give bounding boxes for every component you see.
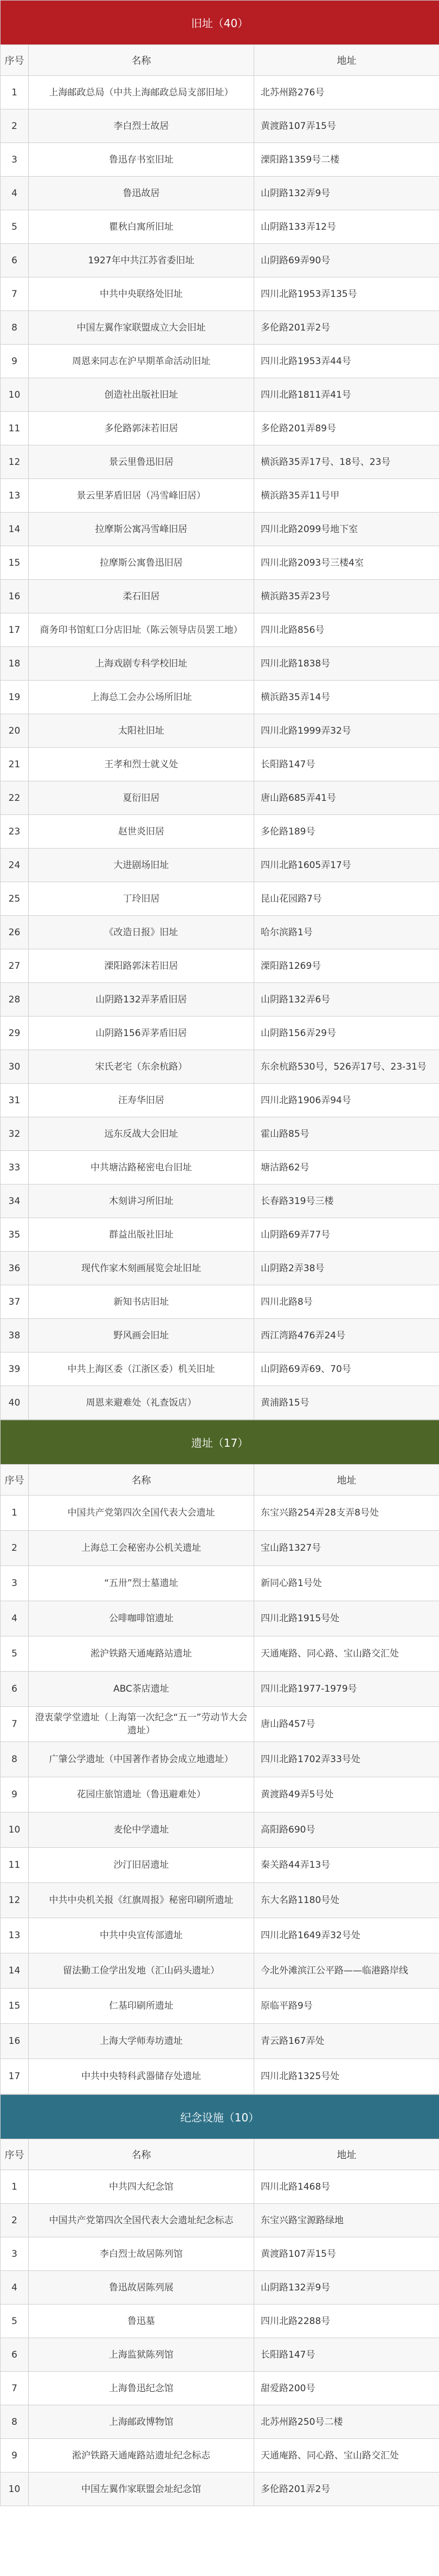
row-address: 山阴路69弄90号 <box>254 244 439 277</box>
column-header-name: 名称 <box>29 2139 254 2170</box>
row-number: 35 <box>1 1218 29 1252</box>
row-address: 四川北路1953弄135号 <box>254 277 439 311</box>
row-name: 宋氏老宅（东余杭路） <box>29 1050 254 1084</box>
row-number: 2 <box>1 109 29 143</box>
row-number: 26 <box>1 916 29 949</box>
row-name: 新知书店旧址 <box>29 1285 254 1319</box>
row-name: 汪寿华旧居 <box>29 1084 254 1117</box>
row-name: 上海鲁迅纪念馆 <box>29 2372 254 2405</box>
row-name: 商务印书馆虹口分店旧址（陈云领导店员罢工地） <box>29 613 254 647</box>
row-address: 山阴路69弄77号 <box>254 1218 439 1252</box>
row-address: 溧阳路1269号 <box>254 949 439 983</box>
row-address: 秦关路44弄13号 <box>254 1848 439 1883</box>
table-row <box>1 109 439 143</box>
row-number: 14 <box>1 1953 29 1989</box>
table-row <box>1 378 439 412</box>
row-name: 创造社出版社旧址 <box>29 378 254 412</box>
row-name: 中国左翼作家联盟成立大会旧址 <box>29 311 254 345</box>
row-address: 山阴路156弄29号 <box>254 1017 439 1050</box>
table-row <box>1 781 439 815</box>
row-name: 鲁迅故居陈列展 <box>29 2271 254 2305</box>
row-number: 11 <box>1 412 29 445</box>
table-row <box>1 244 439 277</box>
row-number: 3 <box>1 2237 29 2271</box>
row-address: 四川北路1605弄17号 <box>254 849 439 882</box>
row-name: 夏衍旧居 <box>29 781 254 815</box>
section-title-old-sites: 旧址（40） <box>1 1 439 45</box>
row-number: 10 <box>1 378 29 412</box>
table-row <box>1 2405 439 2439</box>
row-number: 8 <box>1 1742 29 1777</box>
row-address: 高阳路690号 <box>254 1813 439 1848</box>
row-name: 上海总工会秘密办公机关遗址 <box>29 1531 254 1566</box>
row-name: 上海邮政博物馆 <box>29 2405 254 2439</box>
row-number: 38 <box>1 1319 29 1352</box>
row-number: 40 <box>1 1386 29 1420</box>
table-row <box>1 143 439 177</box>
row-name: 鲁迅存书室旧址 <box>29 143 254 177</box>
row-address: 东大名路1180号处 <box>254 1883 439 1918</box>
row-name: 现代作家木刻画展览会址旧址 <box>29 1252 254 1285</box>
row-number: 27 <box>1 949 29 983</box>
table-row <box>1 1918 439 1953</box>
table-row <box>1 412 439 445</box>
row-number: 3 <box>1 143 29 177</box>
row-number: 8 <box>1 311 29 345</box>
column-header-address: 地址 <box>254 1465 439 1496</box>
table-row <box>1 613 439 647</box>
row-number: 16 <box>1 2024 29 2059</box>
row-name: 沙汀旧居遗址 <box>29 1848 254 1883</box>
row-number: 22 <box>1 781 29 815</box>
table-row <box>1 916 439 949</box>
table-row <box>1 1813 439 1848</box>
row-number: 6 <box>1 1672 29 1707</box>
row-name: 花园庄旅馆遗址（鲁迅避难处） <box>29 1777 254 1813</box>
row-number: 9 <box>1 2439 29 2473</box>
row-name: 野风画会旧址 <box>29 1319 254 1352</box>
row-number: 2 <box>1 2204 29 2237</box>
table-row <box>1 2170 439 2204</box>
row-name: 周恩来避难处（礼查饭店） <box>29 1386 254 1420</box>
row-address: 宝山路1327号 <box>254 1531 439 1566</box>
row-number: 37 <box>1 1285 29 1319</box>
row-number: 39 <box>1 1352 29 1386</box>
row-name: 太阳社旧址 <box>29 714 254 748</box>
table-row <box>1 983 439 1017</box>
table-row <box>1 277 439 311</box>
row-number: 12 <box>1 445 29 479</box>
row-address: 东余杭路530号，526弄17号、23-31号 <box>254 1050 439 1084</box>
row-name: 中共上海区委（江浙区委）机关旧址 <box>29 1352 254 1386</box>
row-name: 麦伦中学遗址 <box>29 1813 254 1848</box>
row-number: 12 <box>1 1883 29 1918</box>
row-name: “五卅”烈士墓遗址 <box>29 1566 254 1601</box>
row-address: 山阴路69弄69、70号 <box>254 1352 439 1386</box>
memorials-table <box>0 2094 439 2506</box>
row-name: 赵世炎旧居 <box>29 815 254 849</box>
row-name: 广肇公学遗址（中国著作者协会成立地遗址） <box>29 1742 254 1777</box>
table-row <box>1 1989 439 2024</box>
row-number: 34 <box>1 1185 29 1218</box>
row-address: 四川北路1999弄32号 <box>254 714 439 748</box>
table-row <box>1 714 439 748</box>
row-address: 唐山路685弄41号 <box>254 781 439 815</box>
row-address: 新同心路1号处 <box>254 1566 439 1601</box>
table-row <box>1 1218 439 1252</box>
row-address: 四川北路1915号处 <box>254 1601 439 1636</box>
row-address: 四川北路1906弄94号 <box>254 1084 439 1117</box>
row-address: 北苏州路250号二楼 <box>254 2405 439 2439</box>
row-address: 天通庵路、同心路、宝山路交汇处 <box>254 1636 439 1672</box>
row-address: 天通庵路、同心路、宝山路交汇处 <box>254 2439 439 2473</box>
row-name: 仁基印刷所遗址 <box>29 1989 254 2024</box>
table-row <box>1 546 439 580</box>
row-address: 横浜路35弄14号 <box>254 681 439 714</box>
row-address: 黄渡路49弄5号处 <box>254 1777 439 1813</box>
row-number: 4 <box>1 1601 29 1636</box>
row-address: 甜爱路200号 <box>254 2372 439 2405</box>
row-address: 横浜路35弄11号甲 <box>254 479 439 513</box>
row-name: 中国共产党第四次全国代表大会遗址纪念标志 <box>29 2204 254 2237</box>
row-number: 17 <box>1 613 29 647</box>
column-header-address: 地址 <box>254 45 439 76</box>
row-number: 3 <box>1 1566 29 1601</box>
row-number: 8 <box>1 2405 29 2439</box>
row-number: 15 <box>1 1989 29 2024</box>
column-header-address: 地址 <box>254 2139 439 2170</box>
row-name: 溧阳路郭沫若旧居 <box>29 949 254 983</box>
table-row <box>1 949 439 983</box>
table-row <box>1 748 439 781</box>
row-number: 2 <box>1 1531 29 1566</box>
row-number: 6 <box>1 244 29 277</box>
row-address: 山阴路2弄38号 <box>254 1252 439 1285</box>
row-number: 13 <box>1 1918 29 1953</box>
row-name: 中共中央特科武器储存处遗址 <box>29 2059 254 2094</box>
row-name: 丁玲旧居 <box>29 882 254 916</box>
row-address: 昆山花园路7号 <box>254 882 439 916</box>
table-row <box>1 1777 439 1813</box>
table-row <box>1 1672 439 1707</box>
row-name: 淞沪铁路天通庵路站遗址纪念标志 <box>29 2439 254 2473</box>
row-address: 青云路167弄处 <box>254 2024 439 2059</box>
table-row <box>1 1185 439 1218</box>
row-name: 群益出版社旧址 <box>29 1218 254 1252</box>
row-number: 13 <box>1 479 29 513</box>
table-row <box>1 2338 439 2372</box>
row-number: 25 <box>1 882 29 916</box>
row-name: 大进剧场旧址 <box>29 849 254 882</box>
row-name: ABC茶店遗址 <box>29 1672 254 1707</box>
row-number: 4 <box>1 2271 29 2305</box>
row-name: 王孝和烈士就义处 <box>29 748 254 781</box>
row-name: 上海戏剧专科学校旧址 <box>29 647 254 681</box>
row-address: 横浜路35弄17号、18号、23号 <box>254 445 439 479</box>
row-address: 四川北路1953弄44号 <box>254 345 439 378</box>
row-number: 31 <box>1 1084 29 1117</box>
row-number: 32 <box>1 1117 29 1151</box>
table-row <box>1 1319 439 1352</box>
row-number: 1 <box>1 76 29 109</box>
row-name: 上海邮政总局（中共上海邮政总局支部旧址） <box>29 76 254 109</box>
row-address: 山阴路132弄6号 <box>254 983 439 1017</box>
row-name: 拉摩斯公寓冯雪峰旧居 <box>29 513 254 546</box>
row-number: 4 <box>1 177 29 210</box>
row-name: 1927年中共江苏省委旧址 <box>29 244 254 277</box>
table-row <box>1 1151 439 1185</box>
row-address: 四川北路2093号三楼4室 <box>254 546 439 580</box>
table-row <box>1 2439 439 2473</box>
row-address: 多伦路201弄89号 <box>254 412 439 445</box>
row-number: 17 <box>1 2059 29 2094</box>
row-name: 鲁迅故居 <box>29 177 254 210</box>
row-address: 多伦路201弄2号 <box>254 2473 439 2506</box>
row-number: 7 <box>1 277 29 311</box>
row-number: 18 <box>1 647 29 681</box>
row-address: 黄渡路107弄15号 <box>254 2237 439 2271</box>
table-row <box>1 445 439 479</box>
row-name: 多伦路郭沫若旧居 <box>29 412 254 445</box>
table-row <box>1 1707 439 1742</box>
row-name: 中共塘沽路秘密电台旧址 <box>29 1151 254 1185</box>
column-header-no: 序号 <box>1 45 29 76</box>
table-row <box>1 2372 439 2405</box>
table-row <box>1 513 439 546</box>
table-row <box>1 647 439 681</box>
table-row <box>1 1742 439 1777</box>
row-name: 李白烈士故居 <box>29 109 254 143</box>
row-name: 淞沪铁路天通庵路站遗址 <box>29 1636 254 1672</box>
table-row <box>1 849 439 882</box>
row-number: 16 <box>1 580 29 613</box>
row-name: 景云里茅盾旧居（冯雪峰旧居） <box>29 479 254 513</box>
table-row <box>1 1386 439 1420</box>
row-number: 11 <box>1 1848 29 1883</box>
row-name: 澄衷蒙学堂遗址（上海第一次纪念“五一”劳动节大会遗址） <box>29 1707 254 1742</box>
row-address: 四川北路2099号地下室 <box>254 513 439 546</box>
table-row <box>1 681 439 714</box>
row-number: 6 <box>1 2338 29 2372</box>
row-number: 7 <box>1 2372 29 2405</box>
table-row <box>1 1601 439 1636</box>
column-header-no: 序号 <box>1 1465 29 1496</box>
table-row <box>1 1848 439 1883</box>
row-number: 7 <box>1 1707 29 1742</box>
row-address: 东宝兴路254弄28支弄8号处 <box>254 1496 439 1531</box>
table-row <box>1 1352 439 1386</box>
table-row <box>1 1566 439 1601</box>
row-address: 长阳路147号 <box>254 2338 439 2372</box>
row-number: 14 <box>1 513 29 546</box>
row-address: 唐山路457号 <box>254 1707 439 1742</box>
column-header-no: 序号 <box>1 2139 29 2170</box>
row-address: 多伦路189号 <box>254 815 439 849</box>
column-header-name: 名称 <box>29 1465 254 1496</box>
row-address: 西江湾路476弄24号 <box>254 1319 439 1352</box>
table-row <box>1 1252 439 1285</box>
row-name: 山阴路132弄茅盾旧居 <box>29 983 254 1017</box>
table-row <box>1 2305 439 2338</box>
row-name: 中国共产党第四次全国代表大会遗址 <box>29 1496 254 1531</box>
table-row <box>1 2204 439 2237</box>
row-address: 四川北路1325号处 <box>254 2059 439 2094</box>
row-address: 今北外滩滨江公平路——临港路岸线 <box>254 1953 439 1989</box>
row-address: 四川北路2288号 <box>254 2305 439 2338</box>
table-row <box>1 1883 439 1918</box>
table-row <box>1 479 439 513</box>
row-name: 山阴路156弄茅盾旧居 <box>29 1017 254 1050</box>
row-number: 24 <box>1 849 29 882</box>
row-number: 1 <box>1 2170 29 2204</box>
row-name: 远东反战大会旧址 <box>29 1117 254 1151</box>
row-address: 四川北路1838号 <box>254 647 439 681</box>
row-number: 20 <box>1 714 29 748</box>
row-address: 山阴路132弄9号 <box>254 2271 439 2305</box>
row-address: 多伦路201弄2号 <box>254 311 439 345</box>
table-row <box>1 2024 439 2059</box>
row-address: 塘沽路62号 <box>254 1151 439 1185</box>
row-address: 四川北路1702弄33号处 <box>254 1742 439 1777</box>
row-address: 四川北路1977-1979号 <box>254 1672 439 1707</box>
row-address: 黄浦路15号 <box>254 1386 439 1420</box>
row-name: 留法勤工俭学出发地（汇山码头遗址） <box>29 1953 254 1989</box>
row-number: 30 <box>1 1050 29 1084</box>
row-number: 15 <box>1 546 29 580</box>
row-address: 山阴路133弄12号 <box>254 210 439 244</box>
row-name: 周恩来同志在沪早期革命活动旧址 <box>29 345 254 378</box>
row-address: 霍山路85号 <box>254 1117 439 1151</box>
row-name: 中共中央宣传部遗址 <box>29 1918 254 1953</box>
column-header-name: 名称 <box>29 45 254 76</box>
row-name: 上海总工会办公场所旧址 <box>29 681 254 714</box>
row-name: 中国左翼作家联盟会址纪念馆 <box>29 2473 254 2506</box>
row-name: 景云里鲁迅旧居 <box>29 445 254 479</box>
row-name: 公啡咖啡馆遗址 <box>29 1601 254 1636</box>
row-number: 28 <box>1 983 29 1017</box>
row-address: 东宝兴路宝源路绿地 <box>254 2204 439 2237</box>
row-address: 长阳路147号 <box>254 748 439 781</box>
table-row <box>1 2473 439 2506</box>
row-address: 四川北路1811弄41号 <box>254 378 439 412</box>
table-row <box>1 2271 439 2305</box>
table-row <box>1 580 439 613</box>
section-title-memorials: 纪念设施（10） <box>1 2095 439 2139</box>
row-address: 四川北路1468号 <box>254 2170 439 2204</box>
row-address: 原临平路9号 <box>254 1989 439 2024</box>
row-name: 瞿秋白寓所旧址 <box>29 210 254 244</box>
section-title-ruins: 遗址（17） <box>1 1420 439 1465</box>
row-address: 长春路319号三楼 <box>254 1185 439 1218</box>
row-name: 中共四大纪念馆 <box>29 2170 254 2204</box>
row-name: 《改造日报》旧址 <box>29 916 254 949</box>
row-address: 黄渡路107弄15号 <box>254 109 439 143</box>
row-number: 9 <box>1 345 29 378</box>
row-number: 19 <box>1 681 29 714</box>
row-name: 拉摩斯公寓鲁迅旧居 <box>29 546 254 580</box>
row-number: 10 <box>1 2473 29 2506</box>
row-number: 5 <box>1 2305 29 2338</box>
row-number: 5 <box>1 1636 29 1672</box>
row-name: 上海大学师寿坊遗址 <box>29 2024 254 2059</box>
table-row <box>1 815 439 849</box>
table-row <box>1 311 439 345</box>
row-number: 21 <box>1 748 29 781</box>
row-address: 四川北路1649弄32号处 <box>254 1918 439 1953</box>
row-name: 鲁迅墓 <box>29 2305 254 2338</box>
table-row <box>1 1496 439 1531</box>
table-row <box>1 2237 439 2271</box>
row-number: 5 <box>1 210 29 244</box>
table-row <box>1 882 439 916</box>
table-row <box>1 1017 439 1050</box>
row-address: 四川北路8号 <box>254 1285 439 1319</box>
row-name: 中共中央机关报《红旗周报》秘密印刷所遗址 <box>29 1883 254 1918</box>
table-row <box>1 1636 439 1672</box>
table-row <box>1 210 439 244</box>
row-number: 33 <box>1 1151 29 1185</box>
row-number: 29 <box>1 1017 29 1050</box>
ruins-table <box>0 1420 439 2094</box>
row-name: 柔石旧居 <box>29 580 254 613</box>
table-row <box>1 1953 439 1989</box>
table-row <box>1 177 439 210</box>
table-row <box>1 1084 439 1117</box>
table-row <box>1 2059 439 2094</box>
row-number: 10 <box>1 1813 29 1848</box>
table-row <box>1 1531 439 1566</box>
row-address: 山阴路132弄9号 <box>254 177 439 210</box>
row-address: 哈尔滨路1号 <box>254 916 439 949</box>
row-address: 四川北路856号 <box>254 613 439 647</box>
table-row <box>1 1285 439 1319</box>
table-row <box>1 345 439 378</box>
row-name: 上海监狱陈列馆 <box>29 2338 254 2372</box>
row-address: 溧阳路1359号二楼 <box>254 143 439 177</box>
row-number: 1 <box>1 1496 29 1531</box>
row-number: 23 <box>1 815 29 849</box>
table-row <box>1 76 439 109</box>
row-name: 李白烈士故居陈列馆 <box>29 2237 254 2271</box>
table-row <box>1 1117 439 1151</box>
row-name: 中共中央联络处旧址 <box>29 277 254 311</box>
table-row <box>1 1050 439 1084</box>
row-number: 9 <box>1 1777 29 1813</box>
row-address: 横浜路35弄23号 <box>254 580 439 613</box>
row-address: 北苏州路276号 <box>254 76 439 109</box>
row-number: 36 <box>1 1252 29 1285</box>
row-name: 木刻讲习所旧址 <box>29 1185 254 1218</box>
